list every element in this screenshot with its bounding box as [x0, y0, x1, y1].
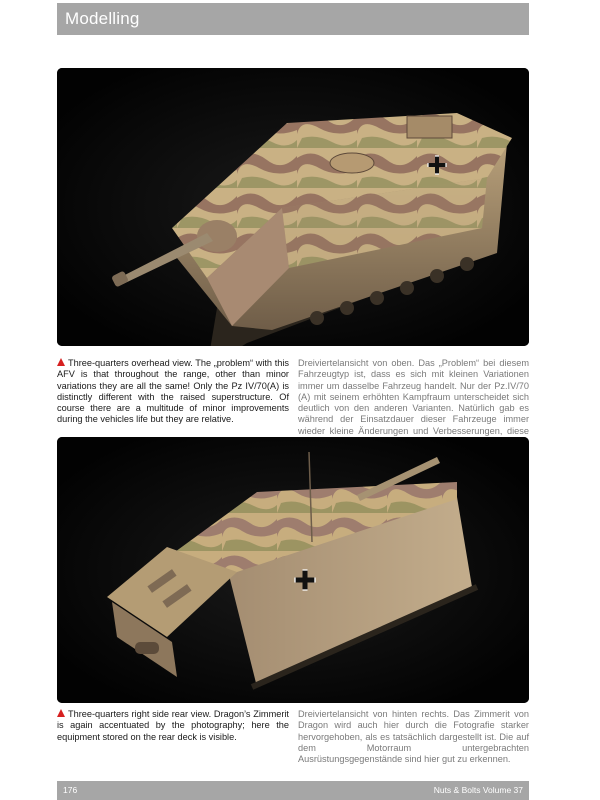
tank-photo-rear-icon: [57, 437, 529, 703]
red-triangle-marker-icon: [57, 709, 65, 717]
caption-english-text-2: Three-quarters right side rear view. Dragon’s Zimmerit is again accentuated by the photography; here the equipment stored on the rear deck is visible.: [57, 709, 289, 742]
caption-english-2: [57, 709, 289, 743]
header-bar: [57, 3, 529, 35]
publication-volume: Nuts & Bolts Volume 37: [433, 785, 523, 795]
red-triangle-marker-icon: [57, 358, 65, 366]
caption-english-text-1: Three-quarters overhead view. The „problem“ with this AFV is that throughout the range, other than minor variations they are all the same! Only the Pz IV/70(A) is distinctly different with the raised superstructure. Of course there are a multitude of minor improvements during the vehicles life but they are relative.: [57, 358, 289, 425]
footer-bar: [57, 781, 529, 800]
page-number: 176: [63, 785, 78, 795]
photo-rear-view: [57, 437, 529, 703]
tank-photo-overhead-icon: [57, 68, 529, 346]
caption-german-1: Dreiviertelansicht von oben. Das „Problem“ bei diesem Fahrzeugtyp ist, dass es sich mit kleinen Variationen immer um dasselbe Fahrzeug handelt. Nur der Pz.IV/70 (A) mit seinem erhöhten Kampfraum unterscheidet sich deutlich von den anderen Varianten. Natürlich gab es während der Einsatzdauer dieser Fahrzeuge immer wieder kleine Änderungen und Verbesserungen, diese: [298, 358, 529, 436]
section-title: Modelling: [65, 9, 140, 28]
photo-overhead-view: [57, 68, 529, 346]
caption-german-2: Dreiviertelansicht von hinten rechts. Das Zimmerit von Dragon wird auch hier durch die Fotografie starker hervorgehoben, als es tatsächlich dargestellt ist. Die auf dem Motorraum untergebrachten Ausrüstungsgegenstände sind hier gut zu erkennen.: [298, 709, 529, 765]
caption-english-1: [57, 358, 289, 426]
